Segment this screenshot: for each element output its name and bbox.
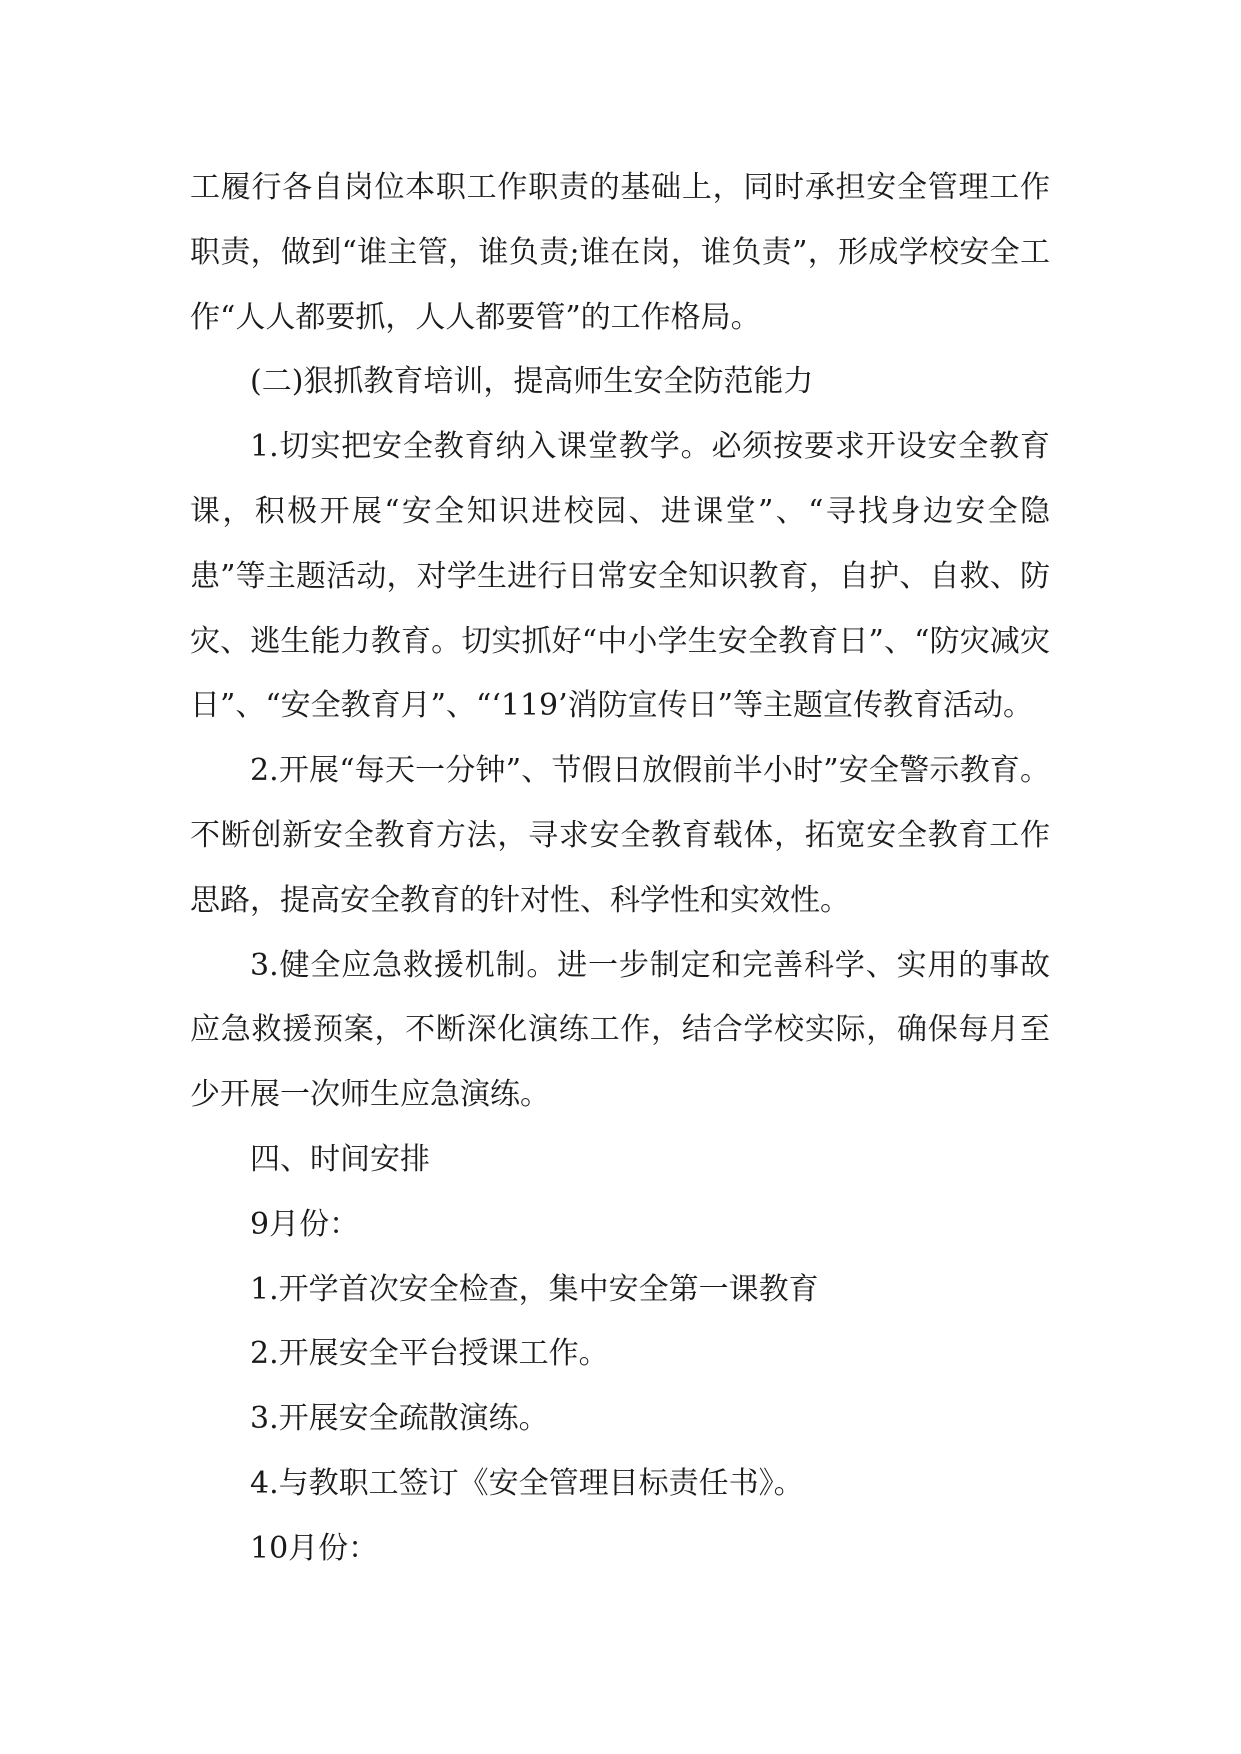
document-body [190, 156, 1050, 1582]
paragraph-continuation: 工履行各自岗位本职工作职责的基础上，同时承担安全管理工作职责，做到“谁主管，谁负责;谁在岗，谁负责”，形成学校安全工作“人人都要抓，人人都要管”的工作格局。 [190, 170, 1050, 335]
list-item: 3.开展安全疏散演练。 [250, 1401, 549, 1437]
list-item: 2.开展安全平台授课工作。 [250, 1336, 609, 1372]
paragraph-item-3: 3.健全应急救援机制。进一步制定和完善科学、实用的事故应急救援预案，不断深化演练工作，结合学校实际，确保每月至少开展一次师生应急演练。 [190, 947, 1050, 1113]
paragraph-item-2: 2.开展“每天一分钟”、节假日放假前半小时”安全警示教育。不断创新安全教育方法，寻求安全教育载体，拓宽安全教育工作思路，提高安全教育的针对性、科学性和实效性。 [190, 753, 1050, 918]
month-heading-september: 9月份： [250, 1206, 360, 1242]
section-heading-education-training: (二)狠抓教育培训，提高师生安全防范能力 [250, 364, 814, 400]
paragraph-item-1: 1.切实把安全教育纳入课堂教学。必须按要求开设安全教育课，积极开展“安全知识进校园、进课堂”、“寻找身边安全隐患”等主题活动，对学生进行日常安全知识教育，自护、自救、防灾、逃生能力教育。切实抓好“中小学生安全教育日”、“防灾减灾日”、“安全教育月”、“‘119’消防宣传日”等主题宣传教育活动。 [190, 429, 1050, 724]
list-item: 1.开学首次安全检查，集中安全第一课教育 [250, 1271, 819, 1307]
list-item: 4.与教职工签订《安全管理目标责任书》。 [250, 1465, 804, 1501]
section-heading-schedule: 四、时间安排 [250, 1141, 430, 1177]
month-heading-october: 10月份： [250, 1530, 379, 1566]
